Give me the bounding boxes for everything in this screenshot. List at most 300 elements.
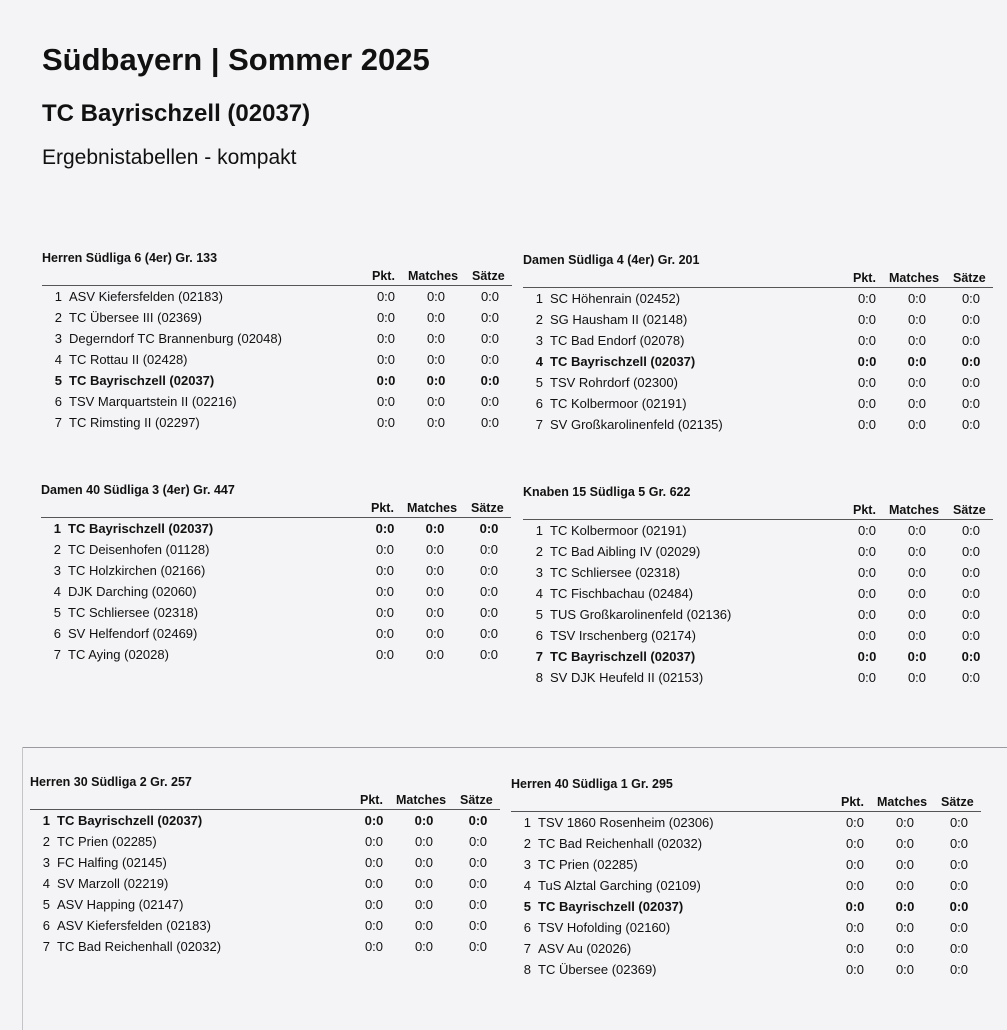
sets-cell: 0:0 bbox=[949, 941, 969, 956]
table-row-own-club bbox=[511, 896, 981, 917]
points-cell: 0:0 bbox=[857, 396, 877, 411]
points-cell: 0:0 bbox=[376, 352, 396, 367]
table-row bbox=[30, 915, 500, 936]
team-cell: ASV Happing (02147) bbox=[57, 897, 184, 912]
rank-cell: 4 bbox=[42, 876, 50, 891]
table-row-own-club bbox=[41, 518, 511, 539]
sets-cell: 0:0 bbox=[961, 417, 981, 432]
matches-cell: 0:0 bbox=[425, 521, 445, 536]
sets-cell: 0:0 bbox=[468, 876, 488, 891]
team-cell: TC Fischbachau (02484) bbox=[550, 586, 694, 601]
matches-cell: 0:0 bbox=[425, 605, 445, 620]
matches-cell: 0:0 bbox=[425, 563, 445, 578]
rank-cell: 2 bbox=[54, 310, 62, 325]
matches-cell: 0:0 bbox=[895, 920, 915, 935]
rank-cell: 7 bbox=[54, 415, 62, 430]
table-row bbox=[41, 560, 511, 581]
page-title: Südbayern | Sommer 2025 bbox=[42, 42, 430, 77]
matches-cell: 0:0 bbox=[895, 941, 915, 956]
table-row bbox=[523, 372, 993, 393]
rank-cell: 3 bbox=[54, 331, 62, 346]
matches-cell: 0:0 bbox=[907, 354, 927, 369]
team-cell: Degerndorf TC Brannenburg (02048) bbox=[69, 331, 282, 346]
rank-cell: 4 bbox=[523, 878, 531, 893]
points-cell: 0:0 bbox=[857, 607, 877, 622]
table-row bbox=[511, 854, 981, 875]
club-title: TC Bayrischzell (02037) bbox=[42, 100, 311, 127]
points-cell: 0:0 bbox=[845, 857, 865, 872]
points-cell: 0:0 bbox=[364, 876, 384, 891]
points-cell: 0:0 bbox=[857, 291, 877, 306]
matches-cell: 0:0 bbox=[426, 331, 446, 346]
table-row bbox=[523, 604, 993, 625]
team-cell: TC Bad Reichenhall (02032) bbox=[538, 836, 703, 851]
team-cell: TC Deisenhofen (01128) bbox=[68, 542, 210, 557]
matches-cell: 0:0 bbox=[895, 899, 915, 914]
sets-cell: 0:0 bbox=[949, 962, 969, 977]
table-row bbox=[523, 562, 993, 583]
matches-cell: 0:0 bbox=[907, 375, 927, 390]
team-cell: TC Rimsting II (02297) bbox=[69, 415, 200, 430]
points-cell: 0:0 bbox=[845, 878, 865, 893]
table-row bbox=[511, 938, 981, 959]
result-table bbox=[42, 249, 512, 433]
points-cell: 0:0 bbox=[364, 834, 384, 849]
points-cell: 0:0 bbox=[857, 417, 877, 432]
header-sets: Sätze bbox=[460, 793, 493, 807]
sets-cell: 0:0 bbox=[479, 605, 499, 620]
rank-cell: 3 bbox=[53, 563, 61, 578]
sheet-edge-divider bbox=[22, 747, 1007, 748]
table-row bbox=[42, 286, 512, 307]
team-cell: TSV Irschenberg (02174) bbox=[550, 628, 696, 643]
rank-cell: 7 bbox=[523, 941, 531, 956]
points-cell: 0:0 bbox=[845, 836, 865, 851]
team-cell: SV Großkarolinenfeld (02135) bbox=[550, 417, 723, 432]
matches-cell: 0:0 bbox=[907, 417, 927, 432]
table-row bbox=[41, 602, 511, 623]
team-cell: SC Höhenrain (02452) bbox=[550, 291, 681, 306]
team-cell: TSV Rohrdorf (02300) bbox=[550, 375, 678, 390]
table-row bbox=[30, 852, 500, 873]
points-cell: 0:0 bbox=[845, 941, 865, 956]
header-points: Pkt. bbox=[360, 793, 383, 807]
team-cell: FC Halfing (02145) bbox=[57, 855, 167, 870]
points-cell: 0:0 bbox=[364, 813, 384, 828]
rank-cell: 1 bbox=[523, 815, 531, 830]
table-row bbox=[523, 667, 993, 688]
team-cell: TC Bad Aibling IV (02029) bbox=[550, 544, 701, 559]
sets-cell: 0:0 bbox=[949, 878, 969, 893]
rank-cell: 8 bbox=[535, 670, 543, 685]
rank-cell: 6 bbox=[54, 394, 62, 409]
team-cell: TC Bayrischzell (02037) bbox=[538, 899, 684, 914]
sets-cell: 0:0 bbox=[961, 628, 981, 643]
points-cell: 0:0 bbox=[857, 333, 877, 348]
table-row bbox=[511, 833, 981, 854]
matches-cell: 0:0 bbox=[426, 415, 446, 430]
table-row bbox=[42, 391, 512, 412]
rank-cell: 1 bbox=[42, 813, 50, 828]
sets-cell: 0:0 bbox=[480, 373, 500, 388]
matches-cell: 0:0 bbox=[895, 815, 915, 830]
matches-cell: 0:0 bbox=[414, 834, 434, 849]
table-row bbox=[42, 307, 512, 328]
rank-cell: 5 bbox=[54, 373, 62, 388]
points-cell: 0:0 bbox=[857, 628, 877, 643]
points-cell: 0:0 bbox=[857, 565, 877, 580]
sets-cell: 0:0 bbox=[480, 331, 500, 346]
header-points: Pkt. bbox=[853, 503, 876, 517]
points-cell: 0:0 bbox=[857, 544, 877, 559]
points-cell: 0:0 bbox=[364, 918, 384, 933]
result-table bbox=[523, 483, 993, 688]
table-row bbox=[523, 309, 993, 330]
team-cell: SG Hausham II (02148) bbox=[550, 312, 688, 327]
table-row-own-club bbox=[523, 646, 993, 667]
team-cell: TC Bayrischzell (02037) bbox=[550, 354, 696, 369]
rank-cell: 4 bbox=[53, 584, 61, 599]
sets-cell: 0:0 bbox=[961, 354, 981, 369]
team-cell: SV Helfendorf (02469) bbox=[68, 626, 198, 641]
rank-cell: 7 bbox=[535, 417, 543, 432]
rank-cell: 6 bbox=[535, 396, 543, 411]
team-cell: TC Schliersee (02318) bbox=[68, 605, 199, 620]
points-cell: 0:0 bbox=[857, 375, 877, 390]
sets-cell: 0:0 bbox=[961, 586, 981, 601]
table-row bbox=[523, 625, 993, 646]
points-cell: 0:0 bbox=[375, 626, 395, 641]
rank-cell: 2 bbox=[53, 542, 61, 557]
team-cell: TC Bayrischzell (02037) bbox=[550, 649, 696, 664]
rank-cell: 4 bbox=[535, 586, 543, 601]
rank-cell: 4 bbox=[535, 354, 543, 369]
table-row bbox=[523, 414, 993, 435]
sets-cell: 0:0 bbox=[480, 310, 500, 325]
table-row-own-club bbox=[523, 351, 993, 372]
rank-cell: 6 bbox=[42, 918, 50, 933]
rank-cell: 2 bbox=[535, 544, 543, 559]
sets-cell: 0:0 bbox=[961, 649, 981, 664]
matches-cell: 0:0 bbox=[414, 876, 434, 891]
points-cell: 0:0 bbox=[857, 312, 877, 327]
points-cell: 0:0 bbox=[845, 962, 865, 977]
table-header bbox=[523, 501, 993, 520]
result-table bbox=[523, 251, 993, 435]
points-cell: 0:0 bbox=[364, 897, 384, 912]
rank-cell: 5 bbox=[42, 897, 50, 912]
rank-cell: 6 bbox=[53, 626, 61, 641]
rank-cell: 6 bbox=[523, 920, 531, 935]
header-matches: Matches bbox=[396, 793, 447, 807]
table-row bbox=[41, 623, 511, 644]
points-cell: 0:0 bbox=[376, 394, 396, 409]
sets-cell: 0:0 bbox=[479, 626, 499, 641]
header-sets: Sätze bbox=[472, 269, 505, 283]
header-points: Pkt. bbox=[853, 271, 876, 285]
page-subtitle: Ergebnistabellen - kompakt bbox=[42, 146, 297, 169]
team-cell: TUS Großkarolinenfeld (02136) bbox=[550, 607, 732, 622]
rank-cell: 2 bbox=[523, 836, 531, 851]
sets-cell: 0:0 bbox=[480, 289, 500, 304]
matches-cell: 0:0 bbox=[426, 394, 446, 409]
matches-cell: 0:0 bbox=[425, 542, 445, 557]
group-title: Herren 40 Südliga 1 Gr. 295 bbox=[511, 777, 673, 791]
points-cell: 0:0 bbox=[375, 605, 395, 620]
sets-cell: 0:0 bbox=[479, 647, 499, 662]
matches-cell: 0:0 bbox=[895, 962, 915, 977]
rank-cell: 4 bbox=[54, 352, 62, 367]
sets-cell: 0:0 bbox=[949, 899, 969, 914]
matches-cell: 0:0 bbox=[907, 544, 927, 559]
team-cell: ASV Kiefersfelden (02183) bbox=[69, 289, 223, 304]
rank-cell: 3 bbox=[535, 565, 543, 580]
matches-cell: 0:0 bbox=[907, 565, 927, 580]
matches-cell: 0:0 bbox=[414, 918, 434, 933]
team-cell: TC Kolbermoor (02191) bbox=[550, 396, 687, 411]
matches-cell: 0:0 bbox=[907, 649, 927, 664]
rank-cell: 5 bbox=[535, 607, 543, 622]
sets-cell: 0:0 bbox=[468, 855, 488, 870]
table-row bbox=[42, 328, 512, 349]
sets-cell: 0:0 bbox=[961, 396, 981, 411]
table-row bbox=[30, 831, 500, 852]
sets-cell: 0:0 bbox=[468, 834, 488, 849]
table-row bbox=[523, 288, 993, 309]
sets-cell: 0:0 bbox=[468, 897, 488, 912]
header-sets: Sätze bbox=[471, 501, 504, 515]
header-points: Pkt. bbox=[841, 795, 864, 809]
sets-cell: 0:0 bbox=[961, 670, 981, 685]
team-cell: TC Prien (02285) bbox=[57, 834, 157, 849]
matches-cell: 0:0 bbox=[907, 670, 927, 685]
rank-cell: 3 bbox=[535, 333, 543, 348]
sheet-side-divider bbox=[22, 747, 23, 1030]
header-points: Pkt. bbox=[372, 269, 395, 283]
sets-cell: 0:0 bbox=[949, 836, 969, 851]
rank-cell: 7 bbox=[535, 649, 543, 664]
sets-cell: 0:0 bbox=[961, 291, 981, 306]
points-cell: 0:0 bbox=[857, 523, 877, 538]
rank-cell: 5 bbox=[535, 375, 543, 390]
rank-cell: 1 bbox=[535, 291, 543, 306]
points-cell: 0:0 bbox=[375, 647, 395, 662]
sets-cell: 0:0 bbox=[961, 375, 981, 390]
team-cell: TuS Alztal Garching (02109) bbox=[538, 878, 701, 893]
points-cell: 0:0 bbox=[364, 939, 384, 954]
result-table bbox=[30, 773, 500, 957]
points-cell: 0:0 bbox=[376, 331, 396, 346]
table-header bbox=[42, 267, 512, 286]
result-table bbox=[41, 481, 511, 665]
group-title: Damen Südliga 4 (4er) Gr. 201 bbox=[523, 253, 700, 267]
table-row bbox=[511, 959, 981, 980]
sets-cell: 0:0 bbox=[468, 939, 488, 954]
points-cell: 0:0 bbox=[375, 521, 395, 536]
team-cell: TC Bad Reichenhall (02032) bbox=[57, 939, 222, 954]
matches-cell: 0:0 bbox=[426, 289, 446, 304]
table-row bbox=[30, 873, 500, 894]
rank-cell: 6 bbox=[535, 628, 543, 643]
sets-cell: 0:0 bbox=[961, 544, 981, 559]
team-cell: TC Bad Endorf (02078) bbox=[550, 333, 685, 348]
table-row bbox=[41, 644, 511, 665]
matches-cell: 0:0 bbox=[414, 855, 434, 870]
rank-cell: 1 bbox=[53, 521, 61, 536]
matches-cell: 0:0 bbox=[426, 352, 446, 367]
table-row bbox=[41, 539, 511, 560]
table-row bbox=[523, 393, 993, 414]
team-cell: TC Bayrischzell (02037) bbox=[57, 813, 203, 828]
points-cell: 0:0 bbox=[857, 586, 877, 601]
rank-cell: 5 bbox=[53, 605, 61, 620]
table-row bbox=[511, 812, 981, 833]
table-header bbox=[41, 499, 511, 518]
sets-cell: 0:0 bbox=[961, 607, 981, 622]
sets-cell: 0:0 bbox=[480, 394, 500, 409]
matches-cell: 0:0 bbox=[907, 607, 927, 622]
points-cell: 0:0 bbox=[364, 855, 384, 870]
matches-cell: 0:0 bbox=[425, 584, 445, 599]
team-cell: TSV Marquartstein II (02216) bbox=[69, 394, 237, 409]
points-cell: 0:0 bbox=[845, 899, 865, 914]
header-matches: Matches bbox=[877, 795, 928, 809]
sets-cell: 0:0 bbox=[949, 815, 969, 830]
header-matches: Matches bbox=[408, 269, 459, 283]
header-matches: Matches bbox=[889, 271, 940, 285]
sets-cell: 0:0 bbox=[961, 312, 981, 327]
table-row bbox=[30, 936, 500, 957]
points-cell: 0:0 bbox=[376, 373, 396, 388]
sets-cell: 0:0 bbox=[961, 565, 981, 580]
table-row-own-club bbox=[30, 810, 500, 831]
table-row bbox=[523, 541, 993, 562]
rank-cell: 1 bbox=[54, 289, 62, 304]
sets-cell: 0:0 bbox=[480, 415, 500, 430]
team-cell: ASV Au (02026) bbox=[538, 941, 632, 956]
sets-cell: 0:0 bbox=[479, 542, 499, 557]
group-title: Herren Südliga 6 (4er) Gr. 133 bbox=[42, 251, 218, 265]
team-cell: TC Holzkirchen (02166) bbox=[68, 563, 206, 578]
team-cell: TSV Hofolding (02160) bbox=[538, 920, 671, 935]
matches-cell: 0:0 bbox=[907, 628, 927, 643]
group-title: Damen 40 Südliga 3 (4er) Gr. 447 bbox=[41, 483, 235, 497]
table-row-own-club bbox=[42, 370, 512, 391]
group-title: Herren 30 Südliga 2 Gr. 257 bbox=[30, 775, 192, 789]
table-row bbox=[523, 583, 993, 604]
team-cell: TC Bayrischzell (02037) bbox=[68, 521, 214, 536]
points-cell: 0:0 bbox=[376, 415, 396, 430]
team-cell: TSV 1860 Rosenheim (02306) bbox=[538, 815, 714, 830]
header-sets: Sätze bbox=[953, 503, 986, 517]
table-row bbox=[511, 875, 981, 896]
rank-cell: 8 bbox=[523, 962, 531, 977]
matches-cell: 0:0 bbox=[414, 897, 434, 912]
team-cell: TC Übersee (02369) bbox=[538, 962, 657, 977]
table-header bbox=[523, 269, 993, 288]
matches-cell: 0:0 bbox=[414, 813, 434, 828]
sets-cell: 0:0 bbox=[479, 521, 499, 536]
matches-cell: 0:0 bbox=[907, 312, 927, 327]
header-points: Pkt. bbox=[371, 501, 394, 515]
matches-cell: 0:0 bbox=[426, 310, 446, 325]
points-cell: 0:0 bbox=[375, 542, 395, 557]
table-row bbox=[523, 330, 993, 351]
matches-cell: 0:0 bbox=[907, 523, 927, 538]
matches-cell: 0:0 bbox=[907, 586, 927, 601]
table-row bbox=[511, 917, 981, 938]
team-cell: SV Marzoll (02219) bbox=[57, 876, 169, 891]
table-header bbox=[30, 791, 500, 810]
result-table bbox=[511, 775, 981, 980]
team-cell: TC Aying (02028) bbox=[68, 647, 169, 662]
table-header bbox=[511, 793, 981, 812]
header-matches: Matches bbox=[889, 503, 940, 517]
rank-cell: 5 bbox=[523, 899, 531, 914]
team-cell: TC Bayrischzell (02037) bbox=[69, 373, 215, 388]
rank-cell: 1 bbox=[535, 523, 543, 538]
points-cell: 0:0 bbox=[375, 584, 395, 599]
rank-cell: 7 bbox=[42, 939, 50, 954]
points-cell: 0:0 bbox=[857, 354, 877, 369]
team-cell: TC Prien (02285) bbox=[538, 857, 638, 872]
team-cell: TC Kolbermoor (02191) bbox=[550, 523, 687, 538]
sets-cell: 0:0 bbox=[949, 920, 969, 935]
matches-cell: 0:0 bbox=[895, 878, 915, 893]
sets-cell: 0:0 bbox=[468, 813, 488, 828]
rank-cell: 2 bbox=[535, 312, 543, 327]
table-row bbox=[41, 581, 511, 602]
matches-cell: 0:0 bbox=[907, 291, 927, 306]
matches-cell: 0:0 bbox=[907, 333, 927, 348]
sets-cell: 0:0 bbox=[479, 563, 499, 578]
header-sets: Sätze bbox=[953, 271, 986, 285]
rank-cell: 2 bbox=[42, 834, 50, 849]
points-cell: 0:0 bbox=[857, 649, 877, 664]
matches-cell: 0:0 bbox=[414, 939, 434, 954]
header-matches: Matches bbox=[407, 501, 458, 515]
sets-cell: 0:0 bbox=[479, 584, 499, 599]
table-row bbox=[30, 894, 500, 915]
points-cell: 0:0 bbox=[857, 670, 877, 685]
team-cell: ASV Kiefersfelden (02183) bbox=[57, 918, 211, 933]
matches-cell: 0:0 bbox=[895, 836, 915, 851]
team-cell: SV DJK Heufeld II (02153) bbox=[550, 670, 704, 685]
points-cell: 0:0 bbox=[376, 289, 396, 304]
team-cell: TC Rottau II (02428) bbox=[69, 352, 188, 367]
table-row bbox=[42, 349, 512, 370]
points-cell: 0:0 bbox=[375, 563, 395, 578]
sets-cell: 0:0 bbox=[961, 523, 981, 538]
group-title: Knaben 15 Südliga 5 Gr. 622 bbox=[523, 485, 691, 499]
points-cell: 0:0 bbox=[845, 920, 865, 935]
sets-cell: 0:0 bbox=[468, 918, 488, 933]
matches-cell: 0:0 bbox=[426, 373, 446, 388]
team-cell: TC Übersee III (02369) bbox=[69, 310, 202, 325]
matches-cell: 0:0 bbox=[425, 647, 445, 662]
table-row bbox=[42, 412, 512, 433]
sets-cell: 0:0 bbox=[480, 352, 500, 367]
rank-cell: 3 bbox=[523, 857, 531, 872]
header-sets: Sätze bbox=[941, 795, 974, 809]
rank-cell: 3 bbox=[42, 855, 50, 870]
points-cell: 0:0 bbox=[376, 310, 396, 325]
matches-cell: 0:0 bbox=[907, 396, 927, 411]
matches-cell: 0:0 bbox=[895, 857, 915, 872]
team-cell: DJK Darching (02060) bbox=[68, 584, 197, 599]
rank-cell: 7 bbox=[53, 647, 61, 662]
points-cell: 0:0 bbox=[845, 815, 865, 830]
